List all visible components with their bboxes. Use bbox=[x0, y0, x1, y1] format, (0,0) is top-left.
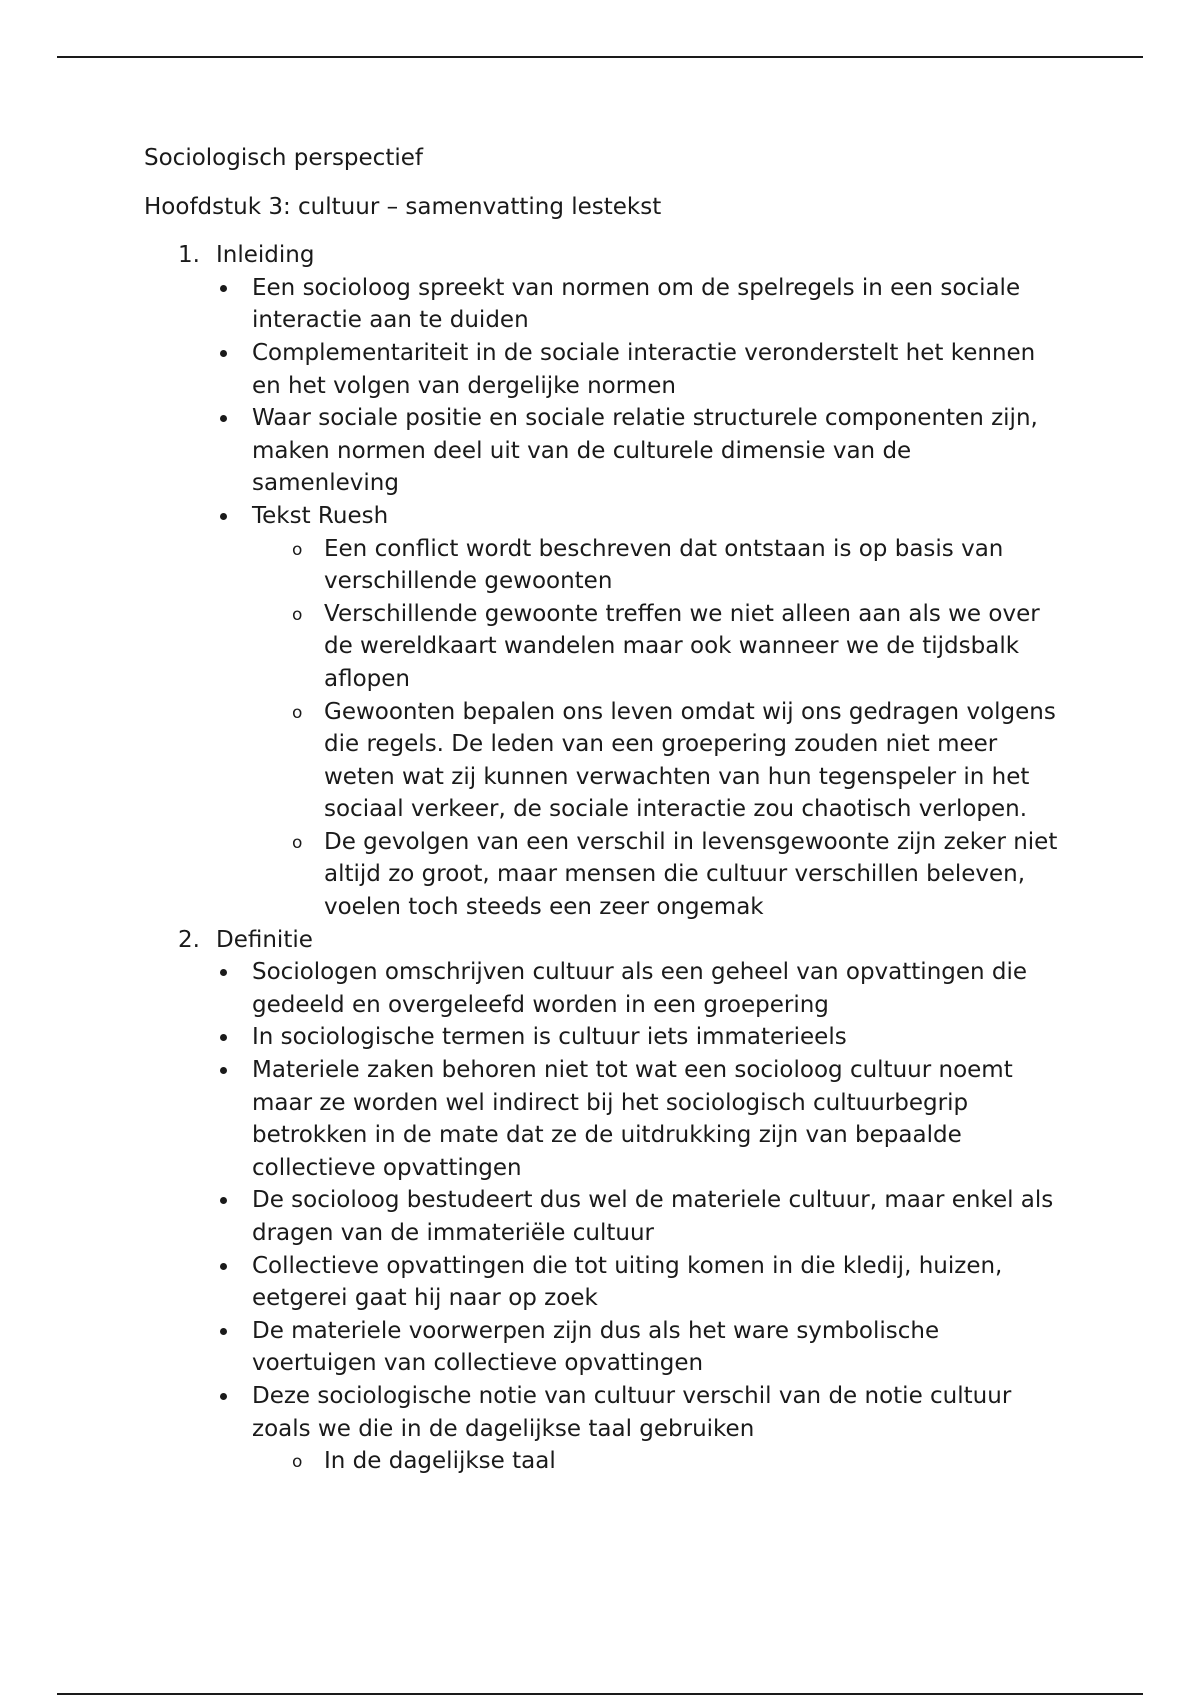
sub-bullet-item bbox=[288, 533, 1064, 598]
bullet-item bbox=[216, 402, 1064, 500]
footer-rule bbox=[57, 1693, 1143, 1695]
bullet-text: Collectieve opvattingen die tot uiting komen in die kledij, huizen, eetgerei gaat hij naar op zoek bbox=[252, 1252, 1003, 1312]
sub-bullet-item bbox=[288, 1445, 1064, 1478]
section bbox=[144, 239, 1064, 923]
bullet-list bbox=[216, 272, 1064, 533]
sub-bullet-list bbox=[216, 1445, 1064, 1478]
sub-bullet-list bbox=[216, 533, 1064, 924]
document-title: Sociologisch perspectief bbox=[144, 145, 423, 171]
bullet-item bbox=[216, 1021, 1064, 1054]
document-body bbox=[144, 142, 1064, 1478]
bullet-text: Complementariteit in de sociale interactie veronderstelt het kennen en het volgen van dergelijke normen bbox=[252, 339, 1036, 399]
bullet-list bbox=[216, 956, 1064, 1445]
bullet-item bbox=[216, 500, 1064, 533]
bullet-item bbox=[216, 1250, 1064, 1315]
sub-bullet-item bbox=[288, 598, 1064, 696]
bullet-item bbox=[216, 1315, 1064, 1380]
chapter-heading: Hoofdstuk 3: cultuur – samenvatting lestekst bbox=[144, 193, 662, 220]
sub-bullet-marker: o bbox=[292, 832, 303, 853]
section-heading: Inleiding bbox=[216, 242, 315, 269]
bullet-item bbox=[216, 956, 1064, 1021]
sub-bullet-text: In de dagelijkse taal bbox=[324, 1448, 556, 1475]
section-heading: Definitie bbox=[216, 926, 313, 953]
header-rule bbox=[57, 56, 1143, 58]
bullet-text: Een socioloog spreekt van normen om de spelregels in een sociale interactie aan te duiden bbox=[252, 274, 1021, 334]
bullet-text: De materiele voorwerpen zijn dus als het ware symbolische voertuigen van collectieve opvattingen bbox=[252, 1317, 940, 1377]
bullet-item bbox=[216, 1380, 1064, 1445]
sub-bullet-marker: o bbox=[292, 1452, 303, 1473]
sub-bullet-text: Verschillende gewoonte treffen we niet alleen aan als we over de wereldkaart wandelen maar ook wanneer we de tijdsbalk aflopen bbox=[324, 600, 1040, 692]
bullet-item bbox=[216, 272, 1064, 337]
bullet-text: In sociologische termen is cultuur iets immaterieels bbox=[252, 1024, 847, 1051]
sub-bullet-item bbox=[288, 696, 1064, 826]
bullet-text: Deze sociologische notie van cultuur verschil van de notie cultuur zoals we die in de dagelijkse taal gebruiken bbox=[252, 1382, 1012, 1442]
bullet-text: De socioloog bestudeert dus wel de materiele cultuur, maar enkel als dragen van de immateriële cultuur bbox=[252, 1187, 1054, 1246]
bullet-item bbox=[216, 337, 1064, 402]
section-list bbox=[144, 239, 1064, 1478]
bullet-text: Tekst Ruesh bbox=[252, 502, 389, 529]
sub-bullet-marker: o bbox=[292, 539, 303, 560]
sub-bullet-marker: o bbox=[292, 702, 303, 723]
section-number: 1. bbox=[178, 242, 200, 269]
bullet-text: Sociologen omschrijven cultuur als een geheel van opvattingen die gedeeld en overgeleefd worden in een groepering bbox=[252, 959, 1028, 1018]
sub-bullet-text: Gewoonten bepalen ons leven omdat wij ons gedragen volgens die regels. De leden van een groepering zouden niet meer weten wat zij kunnen verwachten van hun tegenspeler in het sociaal verkeer, de sociale interactie zou chaotisch verlopen. bbox=[324, 698, 1056, 823]
bullet-item bbox=[216, 1054, 1064, 1184]
bullet-text: Materiele zaken behoren niet tot wat een socioloog cultuur noemt maar ze worden wel indirect bij het sociologisch cultuurbegrip betrokken in de mate dat ze de uitdrukking zijn van bepaalde collectieve opvattingen bbox=[252, 1057, 1013, 1181]
section-number: 2. bbox=[178, 926, 200, 953]
sub-bullet-item bbox=[288, 826, 1064, 924]
sub-bullet-marker: o bbox=[292, 604, 303, 625]
section bbox=[144, 924, 1064, 1478]
sub-bullet-text: Een conflict wordt beschreven dat ontstaan is op basis van verschillende gewoonten bbox=[324, 535, 1004, 595]
bullet-item bbox=[216, 1184, 1064, 1249]
bullet-text: Waar sociale positie en sociale relatie structurele componenten zijn, maken normen deel uit van de culturele dimensie van de samenleving bbox=[252, 405, 1038, 497]
sub-bullet-text: De gevolgen van een verschil in levensgewoonte zijn zeker niet altijd zo groot, maar mensen die cultuur verschillen beleven, voelen toch steeds een zeer ongemak bbox=[324, 828, 1058, 921]
